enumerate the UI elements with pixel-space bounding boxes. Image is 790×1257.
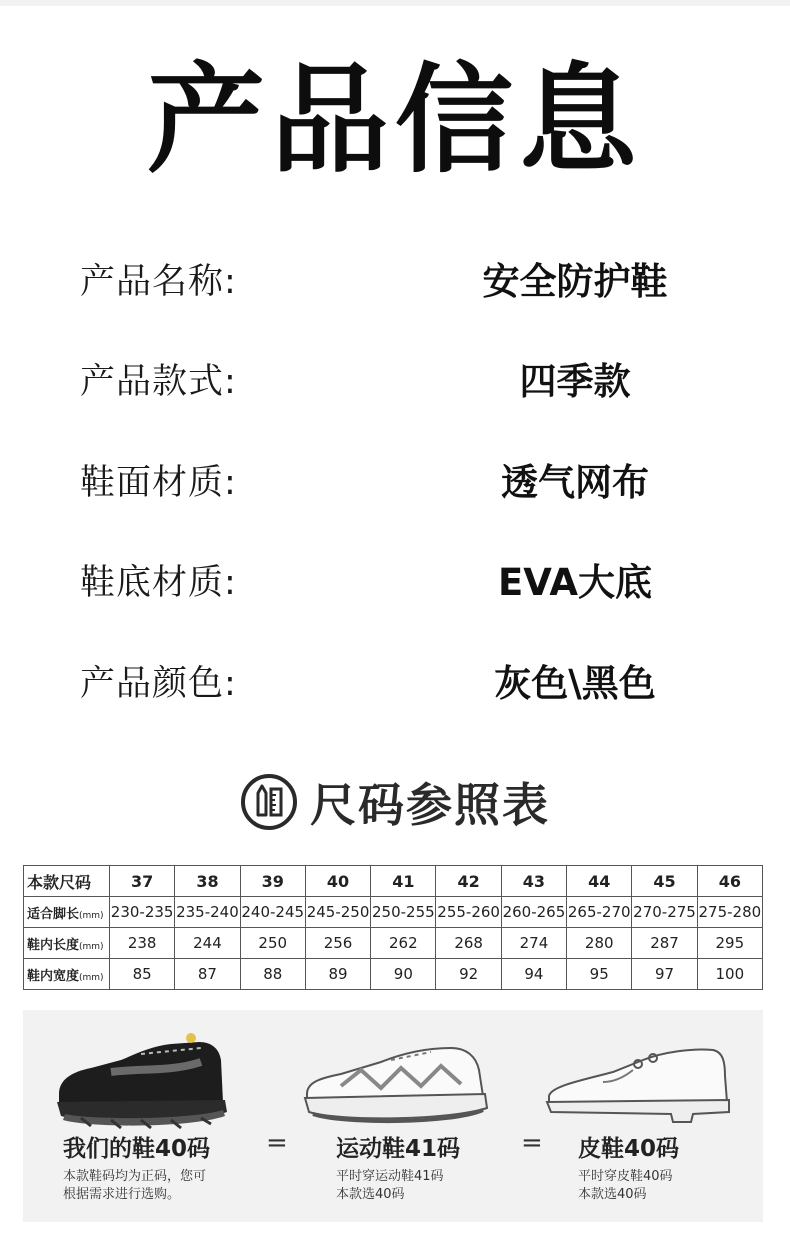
size-cell: 43 [501, 866, 566, 897]
size-table [23, 865, 763, 990]
comparison-desc-ours [63, 1168, 206, 1204]
comparison-title-ours: 我们的鞋40码 [63, 1136, 211, 1162]
row-unit: (mm) [79, 972, 104, 983]
size-cell: 39 [240, 866, 305, 897]
table-cell: 287 [632, 928, 697, 959]
table-row [24, 897, 763, 928]
page-title: 产品信息 [146, 51, 643, 189]
table-cell: 87 [175, 959, 240, 990]
table-cell: 250-255 [371, 897, 436, 928]
row-label-text: 鞋内宽度 [27, 968, 80, 984]
size-chart-title: 尺码参照表 [310, 778, 550, 832]
table-cell: 85 [110, 959, 175, 990]
table-cell: 94 [501, 959, 566, 990]
table-cell: 275-280 [697, 897, 762, 928]
row-label [24, 897, 110, 928]
table-cell: 260-265 [501, 897, 566, 928]
size-cell: 46 [697, 866, 762, 897]
size-header-label: 本款尺码 [24, 866, 110, 897]
row-label [24, 959, 110, 990]
table-cell: 262 [371, 928, 436, 959]
info-label: 鞋底材质: [80, 563, 237, 603]
desc-line: 平时穿皮鞋40码 [578, 1169, 673, 1184]
table-cell: 238 [110, 928, 175, 959]
table-cell: 90 [371, 959, 436, 990]
row-label-text: 鞋内长度 [27, 937, 80, 953]
table-row [24, 928, 763, 959]
size-comparison-panel [23, 1010, 763, 1222]
table-cell: 95 [567, 959, 632, 990]
desc-line: 根据需求进行选购。 [63, 1187, 181, 1202]
info-value: 透气网布 [501, 461, 649, 504]
comparison-desc-sneaker [336, 1168, 444, 1204]
table-cell: 92 [436, 959, 501, 990]
table-cell: 244 [175, 928, 240, 959]
info-row-name [0, 252, 790, 312]
size-cell: 44 [567, 866, 632, 897]
table-cell: 250 [240, 928, 305, 959]
comparison-title-leather: 皮鞋40码 [578, 1136, 680, 1162]
info-value: 四季款 [519, 360, 631, 403]
info-value: EVA大底 [497, 561, 653, 604]
size-cell: 37 [110, 866, 175, 897]
info-row-sole-material [0, 553, 790, 613]
comparison-desc-leather [578, 1168, 673, 1204]
info-row-upper-material [0, 453, 790, 513]
info-row-style [0, 352, 790, 412]
table-cell: 256 [305, 928, 370, 959]
row-unit: (mm) [79, 910, 104, 921]
table-row [24, 866, 763, 897]
table-cell: 274 [501, 928, 566, 959]
size-cell: 45 [632, 866, 697, 897]
size-cell: 42 [436, 866, 501, 897]
table-cell: 235-240 [175, 897, 240, 928]
sneaker-outline-icon [301, 1040, 491, 1130]
desc-line: 本款选40码 [336, 1187, 405, 1202]
size-cell: 41 [371, 866, 436, 897]
info-label: 产品颜色: [80, 664, 237, 704]
equals-sign: = [266, 1128, 288, 1158]
size-cell: 38 [175, 866, 240, 897]
equals-sign: = [521, 1128, 543, 1158]
row-label [24, 928, 110, 959]
table-cell: 240-245 [240, 897, 305, 928]
table-cell: 280 [567, 928, 632, 959]
top-divider [0, 0, 790, 6]
table-cell: 265-270 [567, 897, 632, 928]
leather-shoe-outline-icon [543, 1042, 733, 1127]
info-label: 鞋面材质: [80, 463, 237, 503]
ruler-pen-icon [240, 773, 298, 831]
table-cell: 230-235 [110, 897, 175, 928]
info-label: 产品款式: [80, 362, 237, 402]
desc-line: 平时穿运动鞋41码 [336, 1169, 444, 1184]
info-row-color [0, 654, 790, 714]
table-cell: 268 [436, 928, 501, 959]
comparison-title-sneaker: 运动鞋41码 [336, 1136, 461, 1162]
table-cell: 295 [697, 928, 762, 959]
info-label: 产品名称: [80, 262, 237, 302]
size-chart-heading [0, 770, 790, 834]
safety-shoe-icon [51, 1032, 231, 1132]
row-label-text: 适合脚长 [27, 906, 80, 922]
table-cell: 255-260 [436, 897, 501, 928]
table-cell: 88 [240, 959, 305, 990]
table-cell: 89 [305, 959, 370, 990]
table-cell: 100 [697, 959, 762, 990]
table-cell: 245-250 [305, 897, 370, 928]
info-value: 安全防护鞋 [482, 260, 668, 303]
size-cell: 40 [305, 866, 370, 897]
table-row [24, 959, 763, 990]
info-value: 灰色\黑色 [494, 662, 656, 705]
table-cell: 97 [632, 959, 697, 990]
row-unit: (mm) [79, 941, 104, 952]
table-cell: 270-275 [632, 897, 697, 928]
desc-line: 本款选40码 [578, 1187, 647, 1202]
desc-line: 本款鞋码均为正码，您可 [63, 1169, 207, 1184]
